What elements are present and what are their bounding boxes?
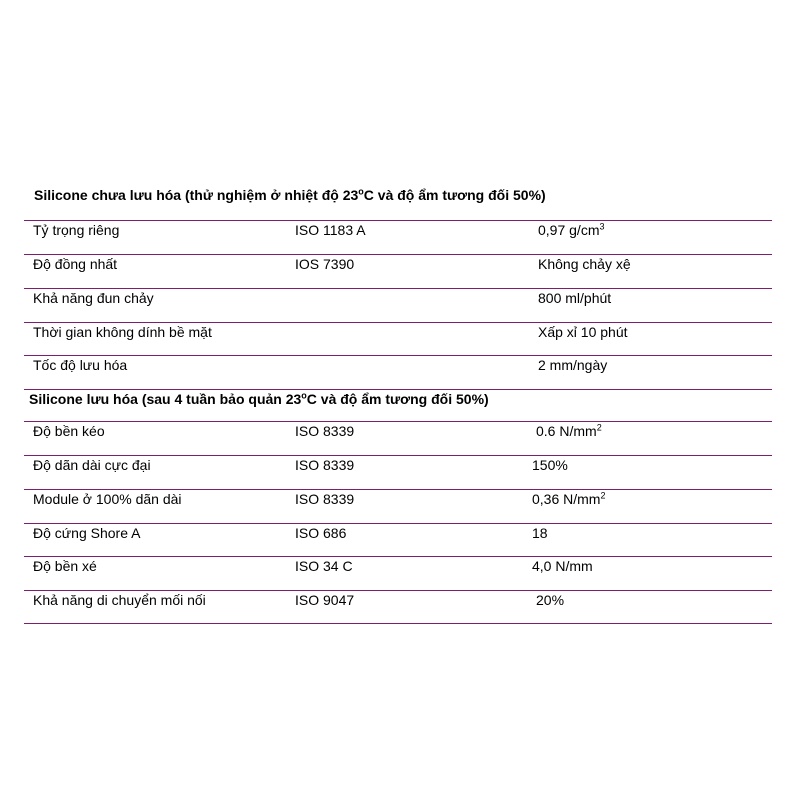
property-value	[536, 592, 564, 608]
divider	[24, 623, 772, 624]
test-method: ISO 8339	[295, 491, 355, 507]
value-sup: 2	[596, 422, 602, 433]
divider	[24, 556, 772, 557]
value-text: 18	[532, 525, 548, 541]
property-value	[532, 558, 593, 574]
property-value	[538, 256, 631, 272]
divider	[24, 489, 772, 490]
property-label: Độ bền kéo	[33, 423, 105, 439]
section-title-part: Silicone chưa lưu hóa (thử nghiệm ở nhiệt độ 23	[34, 187, 359, 203]
divider	[24, 254, 772, 255]
value-text: 150%	[532, 457, 568, 473]
value-text: 2 mm/ngày	[538, 357, 608, 373]
table-row	[0, 256, 802, 276]
property-value	[538, 290, 611, 306]
divider	[24, 220, 772, 221]
divider	[24, 590, 772, 591]
divider	[24, 355, 772, 356]
test-method: ISO 8339	[295, 457, 355, 473]
value-text: 0,36 N/mm	[532, 491, 601, 507]
table-row	[0, 558, 802, 578]
test-method: IOS 7390	[295, 256, 355, 272]
property-label: Thời gian không dính bề mặt	[33, 324, 212, 340]
value-text: Không chảy xệ	[538, 256, 631, 272]
test-method: ISO 9047	[295, 592, 355, 608]
table-row	[0, 457, 802, 477]
property-value	[532, 457, 568, 473]
section-title-part: C và độ ẩm tương đối 50%)	[306, 391, 489, 407]
test-method: ISO 34 C	[295, 558, 353, 574]
table-row	[0, 324, 802, 344]
test-method: ISO 1183 A	[295, 222, 366, 238]
property-label: Độ bền xé	[33, 558, 97, 574]
property-label: Tỷ trọng riêng	[33, 222, 120, 238]
value-sup: 3	[599, 221, 605, 232]
value-sup: 2	[600, 490, 606, 501]
section-title-sup: o	[301, 390, 307, 401]
test-method: ISO 686	[295, 525, 347, 541]
table-row	[0, 491, 802, 511]
divider	[24, 455, 772, 456]
value-text: Xấp xỉ 10 phút	[538, 324, 628, 340]
table-row	[0, 592, 802, 612]
section-title-sup: o	[358, 186, 364, 197]
property-value	[538, 324, 628, 340]
divider	[24, 389, 772, 390]
section-title-uncured	[34, 187, 546, 203]
value-text: 4,0 N/mm	[532, 558, 593, 574]
divider	[24, 421, 772, 422]
property-label: Độ đồng nhất	[33, 256, 118, 272]
section-title-part: Silicone lưu hóa (sau 4 tuần bảo quản 23	[29, 391, 302, 407]
table-row	[0, 290, 802, 310]
section-title-cured	[29, 391, 489, 407]
value-text: 0.6 N/mm	[536, 423, 597, 439]
property-label: Khả năng di chuyển mối nối	[33, 592, 206, 608]
property-label: Module ở 100% dãn dài	[33, 491, 182, 507]
divider	[24, 322, 772, 323]
divider	[24, 288, 772, 289]
table-row	[0, 423, 802, 443]
test-method: ISO 8339	[295, 423, 355, 439]
property-label: Tốc độ lưu hóa	[33, 357, 128, 373]
table-row	[0, 222, 802, 242]
value-text: 0,97 g/cm	[538, 222, 600, 238]
property-label: Độ dãn dài cực đại	[33, 457, 151, 473]
property-value	[532, 491, 605, 507]
property-value	[536, 423, 602, 439]
property-label: Khả năng đun chảy	[33, 290, 154, 306]
section-title-part: C và độ ẩm tương đối 50%)	[363, 187, 546, 203]
value-text: 800 ml/phút	[538, 290, 612, 306]
table-row	[0, 357, 802, 377]
property-value	[538, 357, 607, 373]
value-text: 20%	[536, 592, 565, 608]
property-label: Độ cứng Shore A	[33, 525, 141, 541]
table-row	[0, 525, 802, 545]
divider	[24, 523, 772, 524]
property-value	[532, 525, 548, 541]
property-value	[538, 222, 605, 238]
